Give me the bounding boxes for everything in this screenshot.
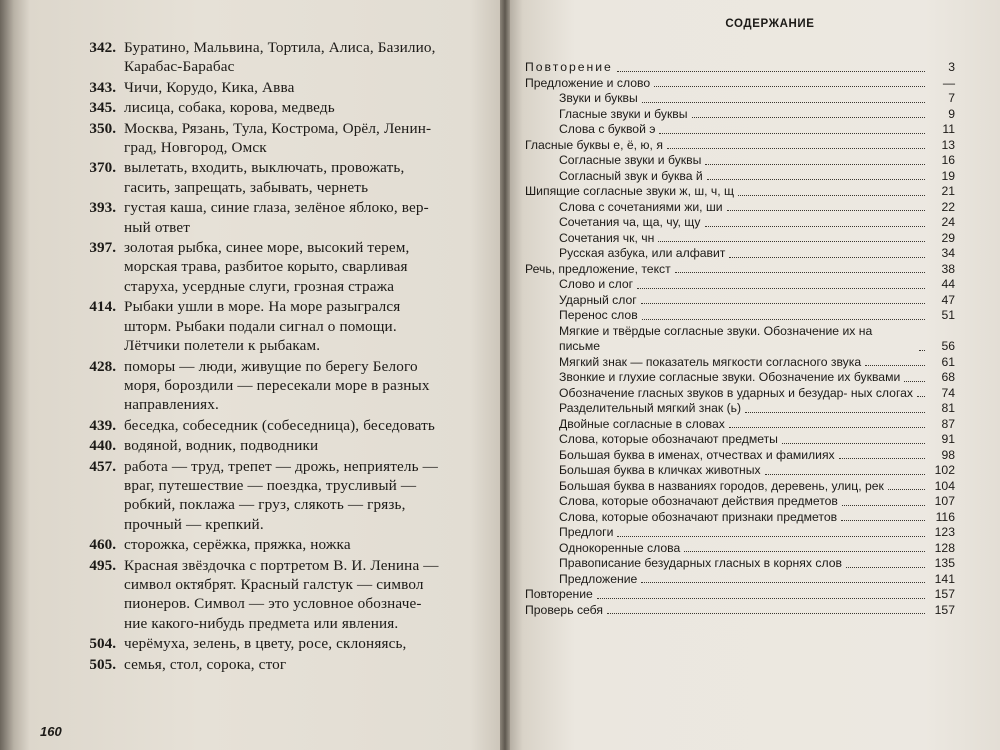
- answer-text: [124, 436, 504, 455]
- toc-entry: [525, 463, 955, 479]
- answer-text: [124, 416, 504, 435]
- toc-entry: [525, 603, 955, 619]
- answer-entry: [72, 357, 504, 415]
- exercise-number: 343.: [89, 78, 116, 96]
- toc-leader-dots: [904, 381, 925, 382]
- toc-entry-page: 91: [941, 432, 955, 446]
- answer-text: [124, 158, 504, 197]
- answer-line: беседка, собеседник (собеседница), беседовать: [124, 416, 436, 434]
- toc-leader-dots: [865, 365, 925, 366]
- toc-entry-title: Большая буква в именах, отчествах и фамилиях: [559, 447, 835, 462]
- toc-entry: [525, 510, 955, 526]
- answer-line: Лётчики полетели к рыбакам.: [124, 337, 321, 355]
- answer-text: [124, 357, 504, 415]
- toc-leader-dots: [684, 551, 925, 552]
- exercise-number: 345.: [89, 99, 116, 117]
- answer-entry: [72, 119, 504, 158]
- answer-text: [124, 634, 504, 653]
- toc-entry: [525, 153, 955, 169]
- answer-entry: [72, 78, 504, 97]
- exercise-number: 350.: [89, 119, 116, 137]
- toc-leader-dots: [658, 241, 925, 242]
- toc-entry-title: Предлоги: [559, 525, 614, 539]
- toc-leader-dots: [597, 598, 925, 599]
- toc-entry-title: Гласные звуки и буквы: [559, 106, 688, 121]
- toc-entry-page: 87: [941, 416, 955, 431]
- toc-leader-dots: [846, 567, 925, 568]
- toc-leader-dots: [617, 71, 925, 72]
- toc-entry-title: Сочетания ча, ща, чу, щу: [559, 215, 701, 229]
- toc-entry-title: Слово и слог: [559, 277, 634, 291]
- answer-entry: [72, 98, 504, 117]
- toc-leader-dots: [919, 350, 925, 351]
- toc-entry-title: Слова, которые обозначают предметы: [559, 432, 778, 446]
- toc-entry-title: Перенос слов: [559, 308, 638, 322]
- exercise-number: 495.: [89, 556, 116, 574]
- toc-entry: [525, 417, 955, 433]
- toc-entry-title: Согласный звук и буква й: [559, 168, 703, 183]
- toc-entry-title: Предложение: [559, 571, 638, 586]
- toc-entry-page: 56: [941, 339, 955, 353]
- toc-entry: [525, 169, 955, 185]
- toc-entry-title: Согласные звуки и буквы: [559, 153, 702, 167]
- toc-entry-title: Обозначение гласных звуков в ударных и безудар- ных слогах: [559, 385, 914, 400]
- toc-leader-dots: [642, 319, 925, 320]
- toc-entry-page: 22: [941, 199, 955, 214]
- toc-leader-dots: [745, 412, 925, 413]
- answer-line: робкий, поклажа — груз, слякоть — грязь,: [124, 496, 406, 514]
- toc-entry-title: Мягкие и твёрдые согласные звуки. Обозначение их на письме: [559, 323, 873, 353]
- toc-leader-dots: [707, 179, 925, 180]
- answer-line: направлениях.: [124, 396, 220, 414]
- toc-leader-dots: [642, 102, 925, 103]
- toc-leader-dots: [692, 117, 925, 118]
- answer-line: сторожка, серёжка, пряжка, ножка: [124, 536, 351, 554]
- exercise-number: 440.: [89, 437, 116, 455]
- toc-entry: [525, 262, 955, 278]
- toc-leader-dots: [667, 148, 925, 149]
- answer-entry: [72, 457, 504, 535]
- toc-entry-title: Звуки и буквы: [559, 91, 638, 105]
- exercise-number: 505.: [89, 655, 116, 673]
- toc-leader-dots: [654, 86, 925, 87]
- toc-entry-title: Звонкие и глухие согласные звуки. Обозначение их буквами: [559, 370, 901, 384]
- toc-entry-title: Большая буква в названиях городов, деревень, улиц, рек: [559, 478, 884, 493]
- answer-text: [124, 297, 504, 355]
- toc-entry: [525, 494, 955, 510]
- answer-line: Москва, Рязань, Тула, Кострома, Орёл, Ленин-: [124, 119, 432, 137]
- answer-text: [124, 655, 504, 674]
- toc-entry: [525, 138, 955, 154]
- answer-line: враг, путешествие — поездка, трусливый —: [124, 476, 417, 494]
- toc-entry-page: 157: [934, 602, 955, 617]
- answer-line: лисица, собака, корова, медведь: [124, 99, 335, 117]
- answer-entry: [72, 238, 504, 296]
- answer-line: Карабас-Барабас: [124, 58, 235, 76]
- toc-entry-title: Повторение: [525, 587, 593, 601]
- toc-entry-title: Однокоренные слова: [559, 540, 681, 555]
- exercise-number: 504.: [89, 635, 116, 653]
- toc-leader-dots: [917, 396, 925, 397]
- answer-line: ние какого-нибудь предмета или явления.: [124, 614, 399, 632]
- exercise-number: 428.: [89, 357, 116, 375]
- toc-leader-dots: [765, 474, 925, 475]
- toc-entry-title: Речь, предложение, текст: [525, 261, 671, 276]
- toc-entry-page: —: [942, 75, 955, 90]
- toc-entry-page: 157: [934, 587, 955, 601]
- toc-leader-dots: [842, 505, 925, 506]
- answer-line: Буратино, Мальвина, Тортила, Алиса, Базилио,: [124, 39, 436, 56]
- answer-text: [124, 38, 504, 77]
- toc-leader-dots: [675, 272, 925, 273]
- toc-entry: [525, 293, 955, 309]
- toc-entry-title: Большая буква в кличках животных: [559, 463, 761, 477]
- toc-entry: [525, 370, 955, 386]
- toc-leader-dots: [637, 288, 925, 289]
- toc-entry-title: Слова, которые обозначают признаки предметов: [559, 509, 838, 524]
- toc-entry-page: 24: [941, 215, 955, 229]
- toc-leader-dots: [617, 536, 925, 537]
- answers-list: [72, 38, 504, 675]
- toc-entry-title: Ударный слог: [559, 292, 637, 307]
- answer-entry: [72, 634, 504, 653]
- toc-leader-dots: [607, 613, 925, 614]
- toc-entry-page: 107: [934, 494, 955, 508]
- toc-entry: [525, 122, 955, 138]
- toc-entry: [525, 246, 955, 262]
- toc-entry-page: 7: [948, 91, 955, 105]
- answer-line: вылетать, входить, выключать, провожать,: [124, 159, 405, 177]
- toc-entry-page: 51: [941, 308, 955, 322]
- toc-entry: [525, 556, 955, 572]
- toc-entry: [525, 91, 955, 107]
- answer-entry: [72, 535, 504, 554]
- toc-leader-dots: [888, 489, 925, 490]
- toc-entry-page: 29: [941, 230, 955, 245]
- toc-entry: [525, 184, 955, 200]
- toc-entry-page: 116: [935, 509, 955, 524]
- answer-entry: [72, 436, 504, 455]
- toc-entry-page: 61: [941, 354, 955, 369]
- answer-line: моря, бороздили — пересекали море в разных: [124, 376, 430, 394]
- answer-line: золотая рыбка, синее море, высокий терем,: [124, 239, 410, 257]
- answer-line: Рыбаки ушли в море. На море разыгрался: [124, 298, 401, 316]
- toc-leader-dots: [782, 443, 925, 444]
- answer-line: ный ответ: [124, 218, 191, 236]
- toc-entry: [525, 76, 955, 92]
- toc-entry-page: 19: [941, 168, 955, 183]
- toc-entry-title: Разделительный мягкий знак (ь): [559, 401, 742, 415]
- toc-leader-dots: [729, 257, 925, 258]
- toc-entry: [525, 277, 955, 293]
- answer-line: поморы — люди, живущие по берегу Белого: [124, 357, 418, 375]
- answer-text: [124, 238, 504, 296]
- answer-line: морская трава, разбитое корыто, сварливая: [124, 258, 408, 276]
- answer-line: прочный — крепкий.: [124, 515, 264, 533]
- toc-entry-page: 3: [948, 60, 955, 74]
- answer-line: семья, стол, сорока, стог: [124, 655, 287, 673]
- toc-leader-dots: [705, 226, 925, 227]
- exercise-number: 414.: [89, 298, 116, 316]
- toc-entry-title: Слова с сочетаниями жи, ши: [559, 199, 723, 214]
- toc-entry-title: Слова с буквой э: [559, 122, 656, 136]
- answer-entry: [72, 198, 504, 237]
- answer-line: символ октябрят. Красный галстук — символ: [124, 575, 424, 593]
- toc-title: СОДЕРЖАНИЕ: [725, 18, 815, 30]
- toc-entry-title: Двойные согласные в словах: [559, 416, 725, 431]
- answer-line: водяной, водник, подводники: [124, 437, 319, 455]
- toc-entry: [525, 479, 955, 495]
- answer-line: черёмуха, зелень, в цвету, росе, склоняясь,: [124, 635, 407, 653]
- toc-leader-dots: [839, 458, 925, 459]
- toc-entry: [525, 541, 955, 557]
- answer-line: град, Новгород, Омск: [124, 139, 267, 157]
- toc-leader-dots: [729, 427, 925, 428]
- answer-line: шторм. Рыбаки подали сигнал о помощи.: [124, 317, 397, 335]
- toc-entry: [525, 525, 955, 541]
- exercise-number: 397.: [89, 239, 116, 257]
- answer-line: пионеров. Символ — это условное обозначе-: [124, 595, 422, 613]
- answer-entry: [72, 297, 504, 355]
- toc-entry-title: Предложение и слово: [525, 75, 651, 90]
- toc-entry-page: 13: [941, 137, 955, 152]
- answer-line: Красная звёздочка с портретом В. И. Ленина —: [124, 556, 439, 574]
- toc-leader-dots: [738, 195, 925, 196]
- book-gutter: [500, 0, 510, 750]
- toc-entry: [525, 231, 955, 247]
- toc-entry-page: 34: [941, 246, 955, 260]
- toc-entry-page: 128: [934, 540, 955, 555]
- toc-leader-dots: [841, 520, 925, 521]
- answer-entry: [72, 38, 504, 77]
- toc-leader-dots: [641, 303, 925, 304]
- toc-rows: [525, 60, 955, 618]
- toc-leader-dots: [705, 164, 925, 165]
- answer-entry: [72, 556, 504, 634]
- toc-entry: [525, 386, 955, 402]
- toc-entry-title: Сочетания чк, чн: [559, 230, 655, 245]
- answer-line: Чичи, Корудо, Кика, Авва: [124, 78, 295, 96]
- toc-entry-page: 141: [934, 571, 955, 586]
- exercise-number: 439.: [89, 416, 116, 434]
- toc-entry: [525, 107, 955, 123]
- answer-text: [124, 457, 504, 535]
- toc-entry-page: 135: [934, 556, 955, 570]
- toc-entry-page: 123: [934, 525, 955, 539]
- toc-entry-title: Проверь себя: [525, 602, 603, 617]
- toc-entry: [525, 60, 955, 76]
- answer-entry: [72, 655, 504, 674]
- answer-text: [124, 535, 504, 554]
- toc-entry-title: Повторение: [525, 60, 613, 74]
- page-number: 160: [40, 724, 62, 739]
- answer-line: густая каша, синие глаза, зелёное яблоко, вер-: [124, 199, 429, 217]
- toc-entry-page: 98: [941, 447, 955, 462]
- toc-entry-page: 104: [934, 478, 955, 493]
- toc-entry-title: Мягкий знак — показатель мягкости согласного звука: [559, 354, 862, 369]
- toc-entry: [525, 587, 955, 603]
- toc-entry-title: Русская азбука, или алфавит: [559, 246, 726, 260]
- toc-entry-title: Слова, которые обозначают действия предметов: [559, 494, 838, 508]
- toc-entry-page: 16: [941, 153, 955, 167]
- answer-text: [124, 119, 504, 158]
- toc-entry-title: Шипящие согласные звуки ж, ш, ч, щ: [525, 184, 735, 198]
- answer-entry: [72, 158, 504, 197]
- toc-entry-page: 47: [941, 292, 955, 307]
- toc-entry: [525, 432, 955, 448]
- answer-text: [124, 198, 504, 237]
- exercise-number: 457.: [89, 457, 116, 475]
- toc-entry: [525, 355, 955, 371]
- toc-entry-page: 38: [941, 261, 955, 276]
- toc-entry: [525, 401, 955, 417]
- answer-text: [124, 78, 504, 97]
- toc-leader-dots: [641, 582, 925, 583]
- toc-entry-title: Правописание безударных гласных в корнях слов: [559, 556, 842, 570]
- toc-entry: [525, 448, 955, 464]
- answer-entry: [72, 416, 504, 435]
- toc-entry: [525, 215, 955, 231]
- answer-line: работа — труд, трепет — дрожь, неприятель —: [124, 457, 438, 475]
- answer-line: гасить, запрещать, забывать, чернеть: [124, 178, 369, 196]
- exercise-number: 342.: [89, 39, 116, 56]
- toc-leader-dots: [659, 133, 925, 134]
- toc-entry: [525, 572, 955, 588]
- toc-entry-page: 102: [934, 463, 955, 477]
- toc-entry: [525, 308, 955, 324]
- toc-entry-page: 68: [941, 370, 955, 384]
- toc-entry-page: 74: [941, 385, 955, 400]
- exercise-number: 460.: [89, 536, 116, 554]
- toc-entry-page: 9: [948, 106, 955, 121]
- toc-entry-page: 11: [942, 122, 955, 136]
- table-of-contents: [525, 18, 955, 618]
- exercise-number: 370.: [89, 159, 116, 177]
- toc-entry: [525, 200, 955, 216]
- answer-text: [124, 556, 504, 634]
- answer-line: старуха, усердные слуги, грозная стража: [124, 277, 395, 295]
- toc-entry-page: 21: [941, 184, 955, 198]
- toc-entry-page: 44: [941, 277, 955, 291]
- exercise-number: 393.: [89, 199, 116, 217]
- toc-leader-dots: [727, 210, 925, 211]
- toc-entry-page: 81: [941, 401, 955, 415]
- toc-entry: [525, 324, 955, 355]
- toc-entry-title: Гласные буквы е, ё, ю, я: [525, 137, 663, 152]
- answer-text: [124, 98, 504, 117]
